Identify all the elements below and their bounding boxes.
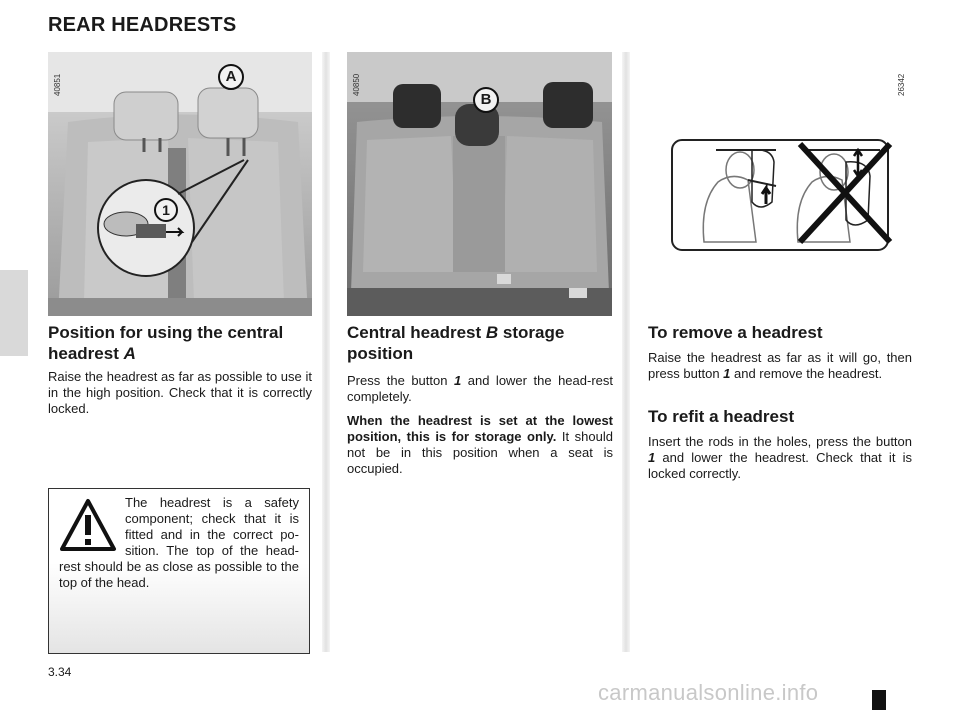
section-body-text: Raise the headrest as far as possible to use it in the high position. Check that it is correctly locked. (48, 369, 312, 416)
refit-headrest-heading: To refit a headrest (648, 407, 795, 426)
page-number: 3.34 (48, 665, 72, 679)
section-central-headrest-position (48, 322, 312, 417)
safety-warning-box (48, 488, 310, 654)
remove-headrest-heading: To remove a headrest (648, 323, 823, 342)
callout-label-b: B (473, 87, 499, 113)
watermark: carmanualsonline.info (598, 680, 819, 705)
section-heading: Central headrest B storage position (347, 323, 565, 363)
callout-label-button-1: 1 (154, 198, 178, 222)
section-central-headrest-storage (347, 322, 613, 477)
section-remove-refit-headrest (648, 322, 912, 482)
section-heading: Position for using the central headrest A (48, 323, 284, 363)
page-corner-marker (872, 690, 886, 710)
callout-label-a: A (218, 64, 244, 90)
column-divider (622, 52, 630, 652)
remove-headrest-text: Raise the headrest as far as it will go, then press button 1 and remove the headrest. (648, 350, 912, 381)
image-reference-code: 26342 (897, 73, 906, 96)
warning-text: The headrest is a safety component; check that it is fitted and in the correct po-sition. The top of the head-rest should be as close as possible to the top of the head. (59, 495, 299, 590)
section-body-text: Press the button 1 and lower the head-rest completely. (347, 373, 614, 404)
column-divider (322, 52, 330, 652)
storage-only-warning-text: When the headrest is set at the lowest position, this is for storage only. It should not be in this position when a seat is occupied. (347, 413, 613, 476)
image-reference-code: 40851 (53, 73, 62, 96)
headrest-height-diagram (648, 52, 912, 316)
section-side-tab (0, 270, 28, 356)
warning-triangle-icon (59, 497, 117, 555)
refit-headrest-text: Insert the rods in the holes, press the button 1 and lower the headrest. Check that it is locked correctly. (648, 434, 912, 481)
rear-seat-photo-headrest-a (48, 52, 312, 316)
image-reference-code: 40850 (352, 73, 361, 96)
page-title: REAR HEADRESTS (48, 14, 237, 36)
